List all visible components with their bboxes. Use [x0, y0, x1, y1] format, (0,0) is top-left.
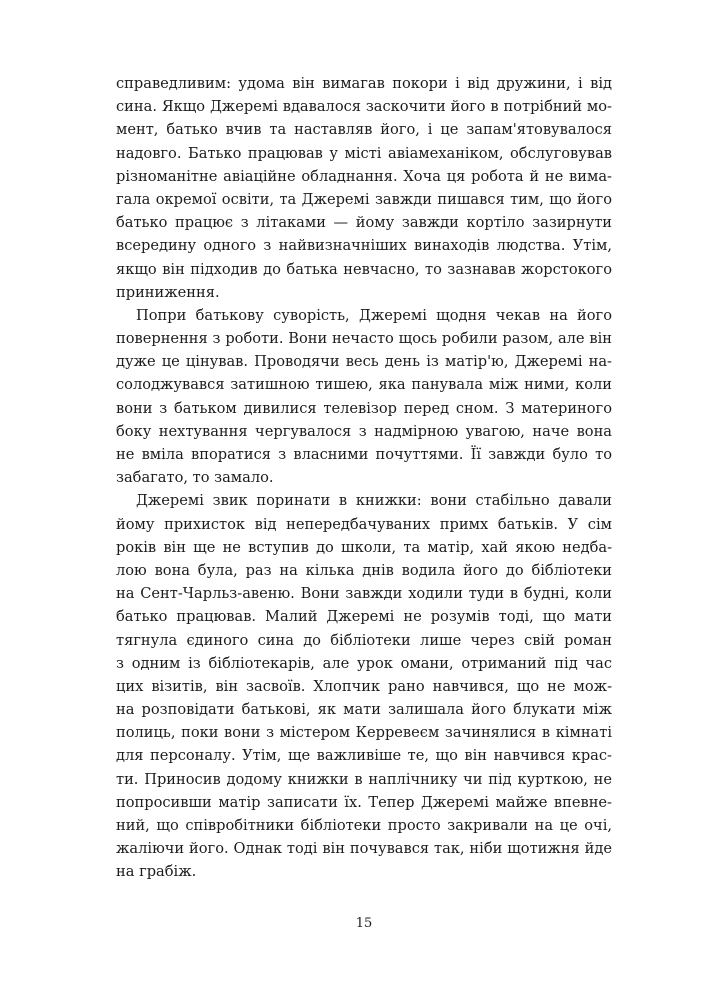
page-number: 15	[355, 916, 373, 931]
text-line: лою вона була, раз на кілька днів водила його до бібліотеки	[116, 561, 612, 579]
text-line: справедливим: удома він вимагав покори і від дружини, і від	[116, 75, 612, 92]
text-line: батько працює з літаками — йому завжди кортіло зазирнути	[116, 214, 612, 232]
paragraph-last-line: на грабіж.	[116, 863, 197, 881]
paragraph-last-line: приниження.	[116, 283, 220, 301]
text-line: на Сент-Чарльз-авеню. Вони завжди ходили туди в будні, коли	[116, 585, 612, 603]
text-line: вони з батьком дивилися телевізор перед сном. З материного	[116, 399, 612, 417]
text-line: на розповідати батькові, як мати залишала його блукати між	[116, 701, 612, 719]
text-line: не вміла впоратися з власними почуттями. Її завжди було то	[116, 446, 612, 463]
page-text-body	[116, 72, 612, 884]
text-line: для персоналу. Утім, ще важливіше те, що він навчився крас-	[116, 747, 612, 765]
text-line: всередину одного з найвизначніших винаходів людства. Утім,	[116, 237, 612, 255]
text-line: йому прихисток від непередбачуваних примх батьків. У сім	[116, 515, 612, 533]
text-line: ти. Приносив додому книжки в наплічнику чи під курткою, не	[116, 770, 612, 788]
text-line: тягнула єдиного сина до бібліотеки лише через свій роман	[116, 631, 612, 649]
text-line: мент, батько вчив та наставляв його, і це запам'ятовувалося	[116, 121, 612, 139]
paragraph-first-line: Попри батькову суворість, Джеремі щодня чекав на його	[136, 306, 612, 324]
text-line: якщо він підходив до батька невчасно, то зазнавав жорстокого	[116, 260, 612, 278]
text-line: солоджувався затишною тишею, яка панувала між ними, коли	[116, 376, 612, 394]
text-line: батько працював. Малий Джеремі не розумів тоді, що мати	[116, 608, 612, 626]
text-line: років він ще не вступив до школи, та матір, хай якою недба-	[116, 538, 612, 556]
paragraph-first-line: Джеремі звик поринати в книжки: вони стабільно давали	[136, 492, 612, 510]
text-line: з одним із бібліотекарів, але урок омани, отриманий під час	[116, 654, 612, 672]
text-line: гала окремої освіти, та Джеремі завжди пишався тим, що його	[116, 190, 612, 208]
text-line: сина. Якщо Джеремі вдавалося заскочити його в потрібний мо-	[116, 98, 612, 116]
text-line: цих візитів, він засвоїв. Хлопчик рано навчився, що не мож-	[116, 677, 612, 695]
text-line: жаліючи його. Однак тоді він почувався так, ніби щотижня йде	[116, 840, 612, 858]
text-line: повернення з роботи. Вони нечасто щось робили разом, але він	[116, 330, 612, 348]
text-line: дуже це цінував. Проводячи весь день із матір'ю, Джеремі на-	[116, 353, 612, 371]
text-line: попросивши матір записати їх. Тепер Джеремі майже впевне-	[116, 793, 612, 811]
text-line: боку нехтування чергувалося з надмірною увагою, наче вона	[116, 422, 612, 440]
text-line: різноманітне авіаційне обладнання. Хоча ця робота й не вима-	[116, 167, 612, 185]
text-line: полиць, поки вони з містером Керревеєм зачинялися в кімнаті	[116, 724, 612, 742]
text-line: ний, що співробітники бібліотеки просто закривали на це очі,	[116, 817, 612, 834]
paragraph-last-line: забагато, то замало.	[116, 469, 274, 487]
text-line: надовго. Батько працював у місті авіамеханіком, обслуговував	[116, 144, 612, 162]
